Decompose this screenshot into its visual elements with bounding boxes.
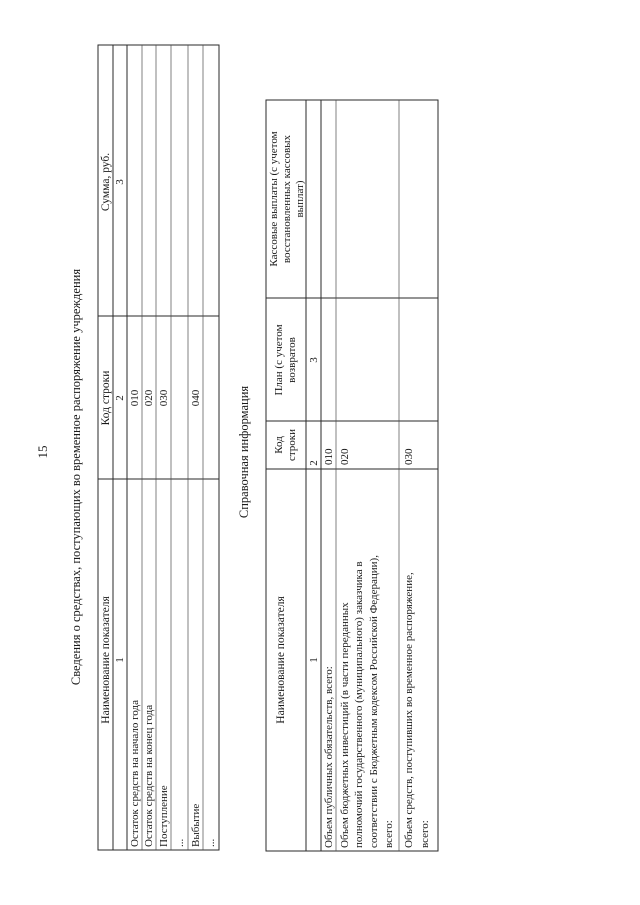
- t1-row2-name: Остаток средств на конец года: [143, 704, 155, 847]
- t2-row2-name-line4: всего:: [383, 820, 395, 848]
- t1-row1-code: 010: [129, 389, 141, 407]
- t1-row3-name: Поступление: [158, 785, 170, 847]
- t2-header-name: Наименование показателя: [275, 596, 287, 724]
- t2-colnum-3: 3: [308, 357, 320, 363]
- section1-title: Сведения о средствах, поступающих во временное распоряжение учреждения: [69, 268, 83, 686]
- t2-row2-name-line3: соответствии с Бюджетным кодексом Российской Федерации),: [368, 555, 380, 848]
- table-funds: [98, 45, 219, 850]
- t1-colnum-2: 2: [114, 395, 126, 401]
- t2-header-cash-line1: Кассовые выплаты (с учетом: [268, 131, 280, 267]
- t1-header-sum: Сумма, руб.: [100, 152, 112, 212]
- t2-header-plan-line2: возвратов: [286, 337, 298, 383]
- t2-row1-name: Объем публичных обязательств, всего:: [323, 666, 335, 848]
- t2-row3-name-line2: всего:: [419, 820, 431, 848]
- t2-colnum-1: 1: [308, 657, 320, 663]
- t1-row2-code: 020: [143, 389, 155, 407]
- t1-colnum-3: 3: [114, 179, 126, 185]
- section2-title: Справочная информация: [237, 385, 251, 519]
- t1-row3-code: 030: [158, 389, 170, 407]
- t1-header-name: Наименование показателя: [100, 596, 112, 724]
- t1-row5-name: Выбытие: [190, 803, 202, 847]
- t1-header-code: Код строки: [100, 370, 112, 426]
- t1-colnum-1: 1: [114, 657, 126, 663]
- t1-row6-name: ...: [205, 838, 217, 847]
- t2-row3-name-line1: Объем средств, поступивших во временное распоряжение,: [403, 572, 415, 848]
- t2-row2-name-line2: полномочий государственного (муниципального) заказчика в: [353, 561, 365, 848]
- t2-header-code-line1: Код: [273, 436, 285, 454]
- t2-header-code-line2: строки: [286, 428, 298, 462]
- t2-colnum-2: 2: [308, 460, 320, 466]
- t2-row3-code: 030: [403, 448, 415, 465]
- t1-row4-name: ...: [174, 838, 186, 847]
- t2-header-cash-line2: восстановленных кассовых: [281, 134, 293, 264]
- t1-row1-name: Остаток средств на начало года: [129, 700, 141, 847]
- t2-row2-code: 020: [339, 448, 351, 465]
- t2-row2-name-line1: Объем бюджетных инвестиций (в части переданных: [339, 602, 351, 848]
- t2-row1-code: 010: [323, 448, 335, 465]
- t2-header-plan-line1: План (с учетом: [273, 324, 285, 396]
- t2-header-cash-line3: выплат): [294, 180, 306, 218]
- page-number: 15: [35, 445, 50, 459]
- t1-row5-code: 040: [190, 389, 202, 407]
